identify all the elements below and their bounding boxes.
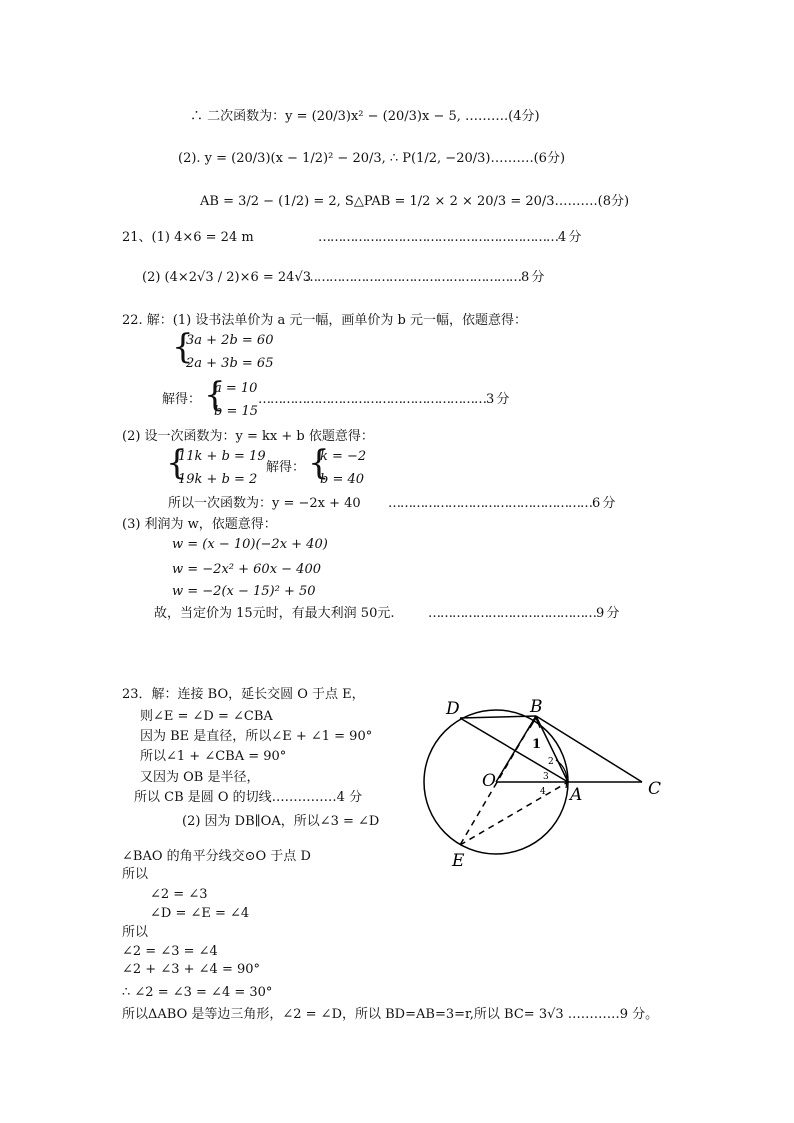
line-14-score: ……………………………………………6 分 xyxy=(388,496,615,511)
line-12b: k = −2 xyxy=(320,449,367,464)
brace-2: { xyxy=(204,375,226,415)
line-05: (2) (4×2√3 / 2)×6 = 24√3 xyxy=(142,270,312,285)
line-04-score: ……………………………………………………4 分 xyxy=(318,230,581,245)
brace-1: { xyxy=(172,327,194,367)
line-27: ∠BAO 的角平分线交⊙O 于点 D xyxy=(122,849,311,864)
line-09-score: …………………………………………………3 分 xyxy=(258,392,509,407)
line-16: w = (x − 10)(−2x + 40) xyxy=(172,537,328,552)
line-29: ∠2 = ∠3 xyxy=(150,887,208,902)
line-02: (2). y = (20/3)(x − 1/2)² − 20/3, ∴ P(1/2, −20/3)……….(6分) xyxy=(178,151,566,166)
line-21: 则∠E = ∠D = ∠CBA xyxy=(140,709,273,724)
angle-2: 2 xyxy=(548,757,554,767)
angle-3: 3 xyxy=(543,772,549,782)
label-e: E xyxy=(452,851,465,871)
geometry-figure xyxy=(420,690,680,875)
line-34: ∴ ∠2 = ∠3 = ∠4 = 30° xyxy=(122,985,273,1000)
line-07: 3a + 2b = 60 xyxy=(186,333,274,348)
line-23: 所以∠1 + ∠CBA = 90° xyxy=(140,749,287,764)
line-13b: b = 40 xyxy=(320,472,365,487)
label-a: A xyxy=(570,785,583,805)
brace-3: { xyxy=(166,443,188,483)
label-b: B xyxy=(530,697,543,717)
line-32: ∠2 = ∠3 = ∠4 xyxy=(122,944,218,959)
line-18: w = −2(x − 15)² + 50 xyxy=(172,584,316,599)
line-11: (2) 设一次函数为：y = kx + b 依题意得： xyxy=(122,429,374,444)
label-d: D xyxy=(446,699,460,719)
segment-db xyxy=(460,716,536,718)
line-12-label: 解得： xyxy=(266,460,306,475)
line-01: ∴ 二次函数为：y = (20/3)x² − (20/3)x − 5, ……….(4分) xyxy=(190,109,540,124)
line-30: ∠D = ∠E = ∠4 xyxy=(150,906,250,921)
line-04: 21、(1) 4×6 = 24 m xyxy=(122,230,254,245)
label-o: O xyxy=(482,771,496,791)
line-03: AB = 3/2 − (1/2) = 2, S△PAB = 1/2 × 2 × 20/3 = 20/3……….(8分) xyxy=(200,194,630,209)
line-33: ∠2 + ∠3 + ∠4 = 90° xyxy=(122,962,261,977)
line-22: 因为 BE 是直径，所以∠E + ∠1 = 90° xyxy=(140,729,373,744)
line-05-score: ………………………………………………8 分 xyxy=(305,270,544,285)
line-10: b = 15 xyxy=(214,404,259,419)
line-06: 22. 解：(1) 设书法单价为 a 元一幅，画单价为 b 元一幅，依题意得： xyxy=(122,313,527,328)
line-31: 所以 xyxy=(122,925,149,940)
line-14: 所以一次函数为：y = −2x + 40 xyxy=(168,496,361,511)
segment-oe-dashed xyxy=(460,716,536,845)
line-19-score: ……………………………………9 分 xyxy=(428,606,619,621)
brace-4: { xyxy=(308,443,330,483)
line-17: w = −2x² + 60x − 400 xyxy=(172,562,321,577)
line-09: a = 10 xyxy=(214,381,258,396)
line-24: 又因为 OB 是半径， xyxy=(140,770,260,785)
line-26: (2) 因为 DB∥OA，所以∠3 = ∠D xyxy=(182,814,380,829)
line-35: 所以ΔABO 是等边三角形，∠2 = ∠D，所以 BD=AB=3=r,所以 BC= 3√3 …………9 分。 xyxy=(122,1007,659,1022)
line-09-label: 解得： xyxy=(162,392,202,407)
line-13: 19k + b = 2 xyxy=(178,472,258,487)
segment-ea-dashed xyxy=(460,782,568,845)
line-19: 故，当定价为 15元时，有最大利润 50元. xyxy=(154,606,395,621)
line-12: 11k + b = 19 xyxy=(178,449,266,464)
line-20: 23．解：连接 BO，延长交圆 O 于点 E， xyxy=(122,687,365,702)
line-25: 所以 CB 是圆 O 的切线……………4 分 xyxy=(134,790,363,805)
angle-4: 4 xyxy=(540,787,546,797)
line-15: (3) 利润为 w，依题意得： xyxy=(122,517,277,532)
line-28: 所以 xyxy=(122,867,149,882)
label-c: C xyxy=(648,779,662,799)
angle-1: 1 xyxy=(532,737,542,752)
line-08: 2a + 3b = 65 xyxy=(186,356,274,371)
